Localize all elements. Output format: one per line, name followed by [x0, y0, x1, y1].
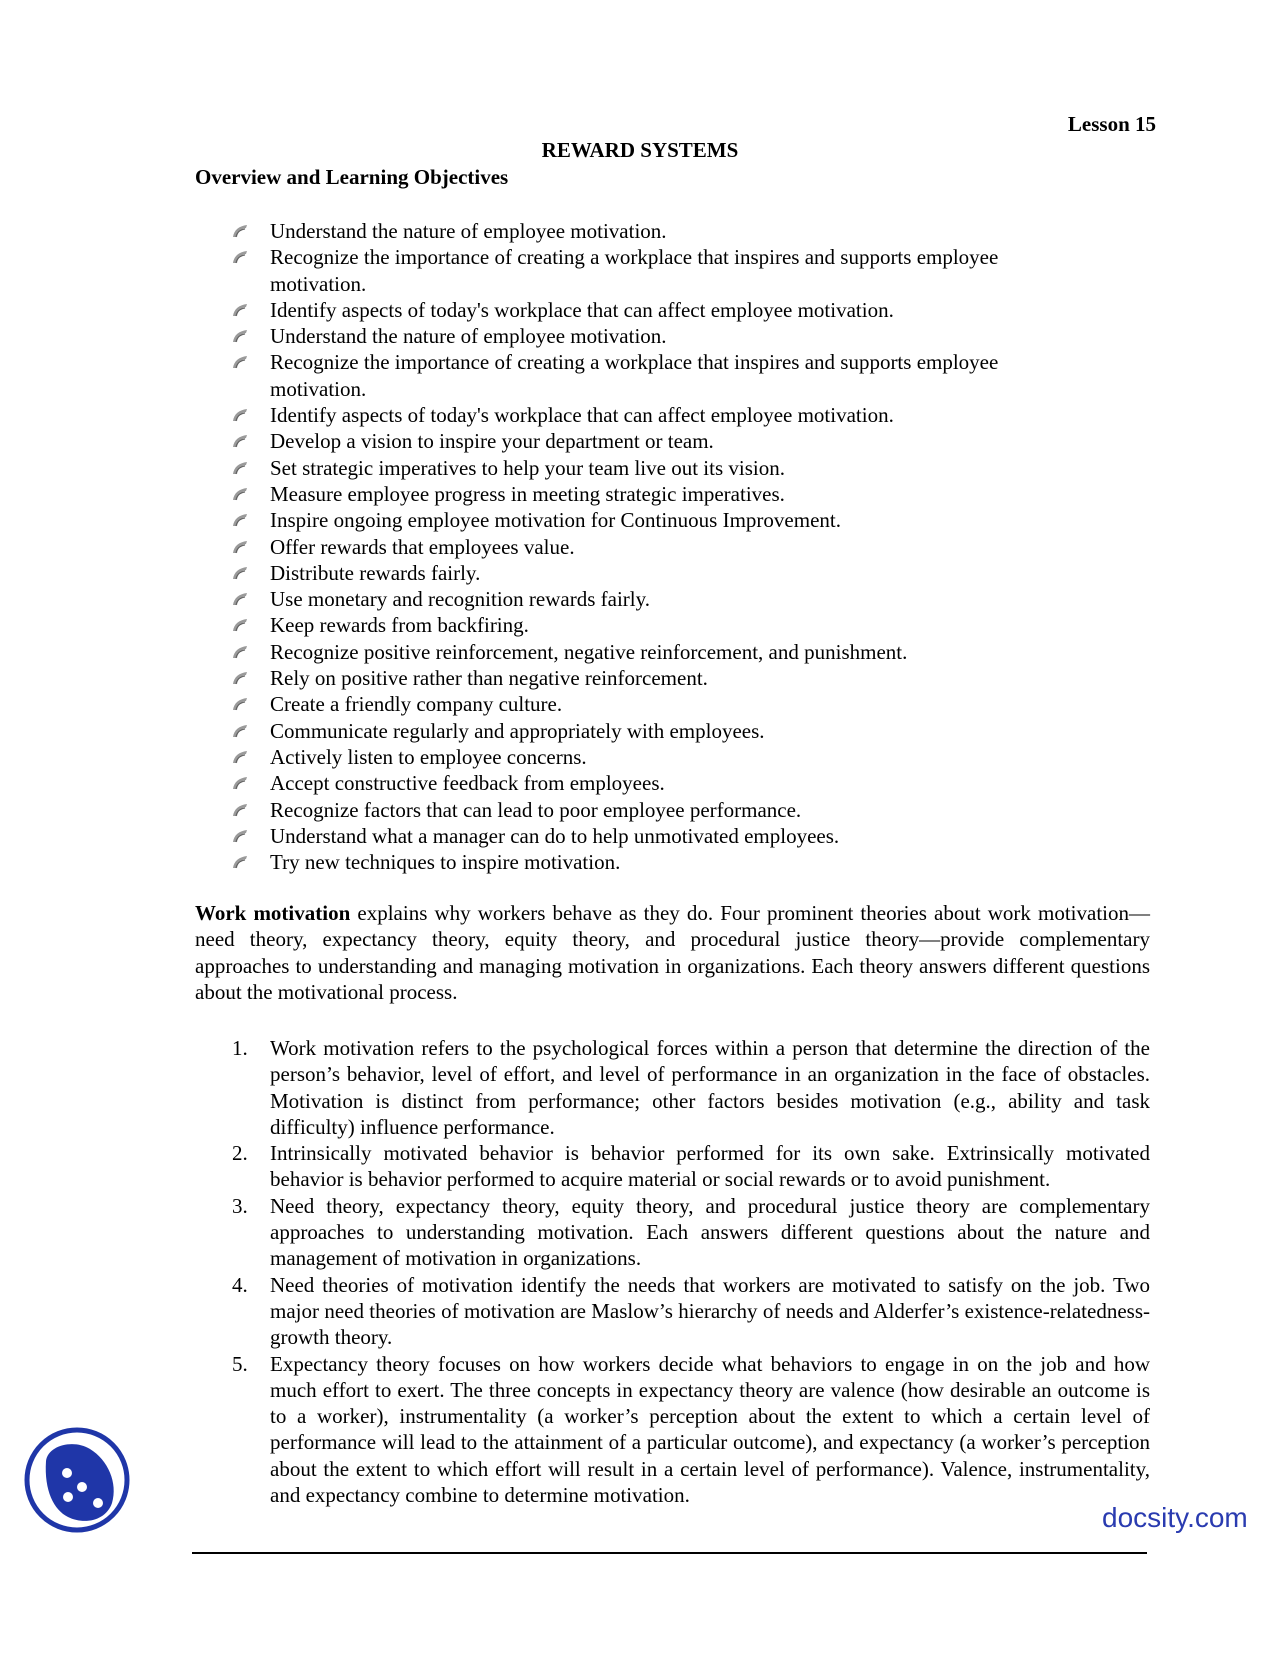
page-title: REWARD SYSTEMS: [541, 138, 739, 162]
objective-item: [230, 691, 1080, 717]
objective-text: Create a friendly company culture.: [270, 692, 563, 717]
bullet-icon: [232, 355, 248, 369]
objective-item: [230, 323, 1080, 349]
objective-item: [230, 639, 1080, 665]
intro-bold-term: Work motivation: [195, 901, 351, 925]
bullet-icon: [232, 329, 248, 343]
objective-item: [230, 770, 1080, 796]
objective-text: Identify aspects of today's workplace that can affect employee motivation.: [270, 403, 894, 428]
objective-text: Recognize factors that can lead to poor employee performance.: [270, 797, 802, 822]
docsity-logo-icon: [22, 1425, 132, 1535]
objective-text: Set strategic imperatives to help your team live out its vision.: [270, 455, 785, 480]
objective-item: [230, 507, 1080, 533]
objective-text: Use monetary and recognition rewards fairly.: [270, 587, 650, 612]
bullet-icon: [232, 434, 248, 448]
intro-text: explains why workers behave as they do. Four prominent theories about work motivation—need theory, expectancy theory, equity theory, and procedural justice theory—provide complementary approaches to understanding and managing motivation in organizations. Each theory answers different questions about the motivational process.: [195, 901, 1150, 1004]
objective-text: Recognize positive reinforcement, negative reinforcement, and punishment.: [270, 639, 908, 664]
bullet-icon: [232, 618, 248, 632]
bullet-icon: [232, 566, 248, 580]
point-number: 3.: [232, 1193, 248, 1218]
objective-item: [230, 849, 1080, 875]
objective-text: Try new techniques to inspire motivation.: [270, 850, 621, 875]
bullet-icon: [232, 513, 248, 527]
bullet-icon: [232, 855, 248, 869]
objective-item: [230, 744, 1080, 770]
point-number: 1.: [232, 1036, 248, 1060]
bullet-icon: [232, 540, 248, 554]
bullet-icon: [232, 645, 248, 659]
bullet-icon: [232, 487, 248, 501]
objective-item: [230, 402, 1080, 428]
objective-text: Communicate regularly and appropriately with employees.: [270, 718, 765, 743]
point-text: Need theories of motivation identify the needs that workers are motivated to satisfy on the job. Two major need theories of motivation are Maslow’s hierarchy of needs and Alderfer’s existence-relatedness-growth theory.: [270, 1272, 1150, 1350]
docsity-brand-link[interactable]: docsity.com: [1102, 1502, 1248, 1533]
objective-item: [230, 612, 1080, 638]
bullet-icon: [232, 224, 248, 238]
bullet-icon: [232, 803, 248, 817]
point-number: 5.: [232, 1351, 248, 1376]
objectives-list: [230, 218, 1080, 875]
numbered-point: [230, 1272, 1150, 1351]
point-text: Expectancy theory focuses on how workers decide what behaviors to engage in on the job and how much effort to exert. The three concepts in expectancy theory are valence (how desirable an outcome is to a worker), instrumentality (a worker’s perception about the extent to which a certain level of performance will lead to the attainment of a particular outcome), and expectancy (a worker’s perception about the extent to which effort will result in a certain level of performance). Valence, instrumentality, and expectancy combine to determine motivation.: [270, 1351, 1150, 1508]
objective-item: [230, 428, 1080, 454]
objective-item: [230, 244, 1080, 297]
objective-item: [230, 218, 1080, 244]
objective-item: [230, 718, 1080, 744]
objective-text: Offer rewards that employees value.: [270, 534, 575, 559]
point-text: Work motivation refers to the psychological forces within a person that determine the direction of the person’s behavior, level of effort, and level of performance in an organization in the face of obstacles. Motivation is distinct from performance; other factors besides motivation (e.g., ability and task difficulty) influence performance.: [270, 1036, 1150, 1139]
objective-item: [230, 586, 1080, 612]
objective-item: [230, 481, 1080, 507]
objective-text: Accept constructive feedback from employees.: [270, 771, 665, 796]
intro-paragraph: [195, 900, 1150, 1005]
point-text: Intrinsically motivated behavior is behavior performed for its own sake. Extrinsically motivated behavior is behavior performed to acquire material or social rewards or to avoid punishment.: [270, 1141, 1150, 1192]
objective-text: Rely on positive rather than negative reinforcement.: [270, 666, 708, 691]
objective-item: [230, 797, 1080, 823]
objective-item: [230, 665, 1080, 691]
bullet-icon: [232, 724, 248, 738]
objective-text: Recognize the importance of creating a workplace that inspires and supports employee motivation.: [270, 350, 999, 401]
objective-item: [230, 560, 1080, 586]
objective-item: [230, 455, 1080, 481]
bullet-icon: [232, 750, 248, 764]
bullet-icon: [232, 303, 248, 317]
point-text: Need theory, expectancy theory, equity theory, and procedural justice theory are complementary approaches to understanding motivation. Each answers different questions about the nature and management of motivation in organizations.: [270, 1193, 1150, 1271]
lesson-number: Lesson 15: [1067, 112, 1156, 136]
objective-item: [230, 534, 1080, 560]
bullet-icon: [232, 697, 248, 711]
objective-text: Identify aspects of today's workplace that can affect employee motivation.: [270, 297, 894, 322]
objective-text: Distribute rewards fairly.: [270, 560, 481, 585]
point-number: 4.: [232, 1272, 248, 1297]
bullet-icon: [232, 671, 248, 685]
bullet-icon: [232, 408, 248, 422]
bullet-icon: [232, 829, 248, 843]
bullet-icon: [232, 592, 248, 606]
objective-text: Understand the nature of employee motivation.: [270, 219, 667, 243]
objective-text: Understand what a manager can do to help unmotivated employees.: [270, 823, 840, 848]
numbered-point: [230, 1140, 1150, 1193]
objective-text: Measure employee progress in meeting strategic imperatives.: [270, 481, 785, 506]
objective-item: [230, 349, 1080, 402]
objective-text: Keep rewards from backfiring.: [270, 613, 529, 638]
footer-divider: [192, 1552, 1147, 1554]
section-heading: Overview and Learning Objectives: [195, 165, 509, 189]
objective-text: Develop a vision to inspire your department or team.: [270, 429, 714, 454]
objective-text: Recognize the importance of creating a workplace that inspires and supports employee motivation.: [270, 245, 999, 296]
numbered-point: [230, 1351, 1150, 1509]
numbered-point: [230, 1035, 1150, 1140]
bullet-icon: [232, 461, 248, 475]
bullet-icon: [232, 776, 248, 790]
objective-text: Inspire ongoing employee motivation for Continuous Improvement.: [270, 508, 841, 533]
point-number: 2.: [232, 1141, 248, 1166]
numbered-point: [230, 1193, 1150, 1272]
objective-text: Understand the nature of employee motivation.: [270, 324, 667, 349]
objective-item: [230, 823, 1080, 849]
numbered-points-list: [230, 1035, 1150, 1508]
objective-text: Actively listen to employee concerns.: [270, 744, 587, 769]
objective-item: [230, 297, 1080, 323]
bullet-icon: [232, 250, 248, 264]
